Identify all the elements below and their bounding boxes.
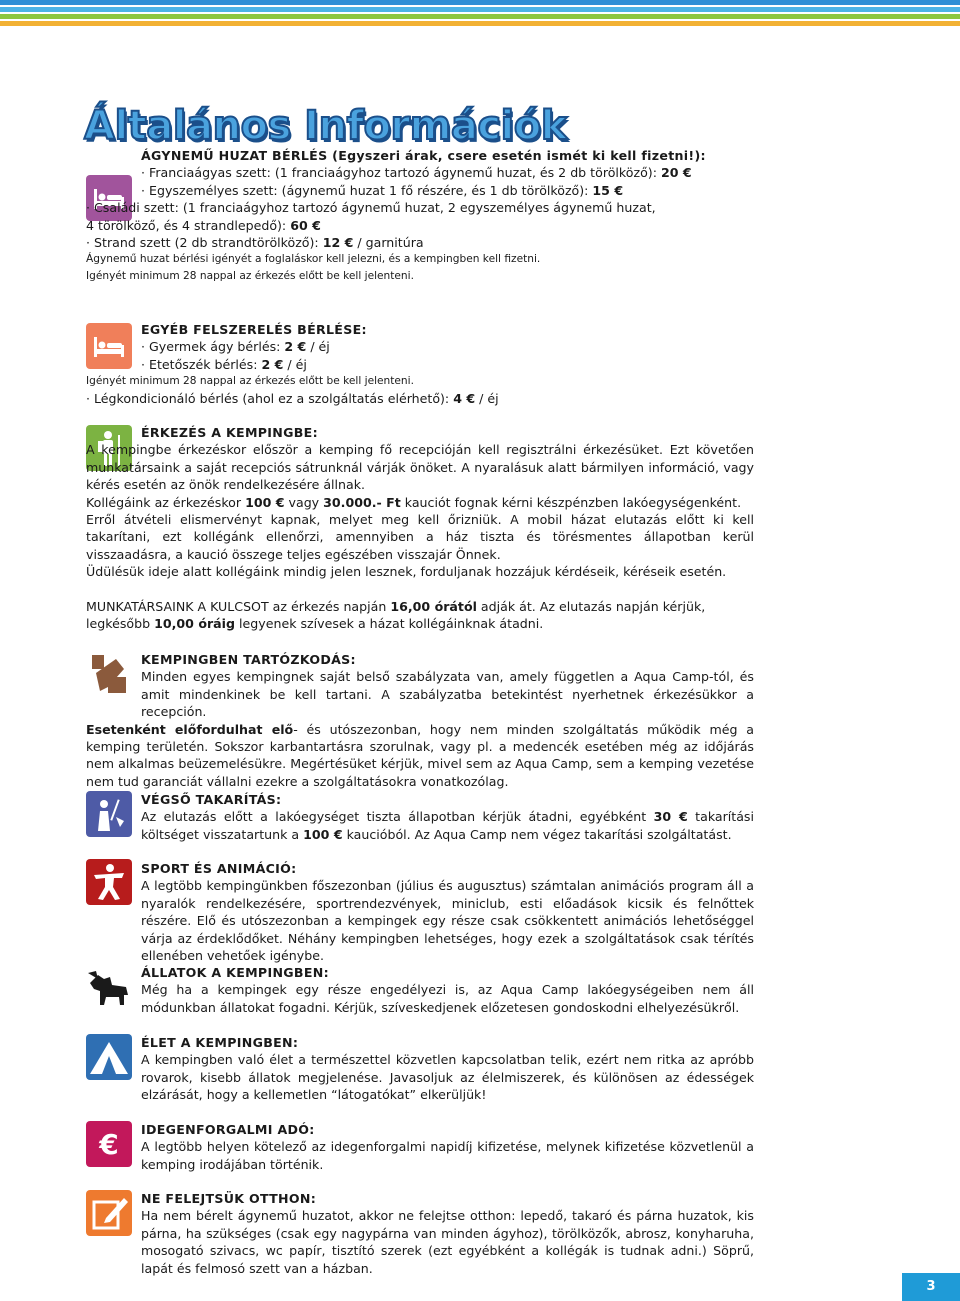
note-text: Ágynemű huzat bérlési igényét a foglaláskor kell jelezni, és a kempingben kell fizetni. xyxy=(86,253,541,266)
section-arrival xyxy=(86,424,754,632)
paragraph: Üdülésük ideje alatt kollégáink mindig jelen lesznek, forduljanak hozzájuk kérdéseik, kéréseik esetén. xyxy=(86,564,727,580)
section-heading: NE FELEJTSÜK OTTHON: xyxy=(141,1191,317,1206)
section-heading: ÉLET A KEMPINGBEN: xyxy=(141,1035,299,1050)
section-sport xyxy=(86,860,754,964)
section-equipment xyxy=(86,321,754,407)
paragraph: Esetenként előfordulhat elő- és utószezonban, hogy nem minden szolgáltatás működik még a kemping területén. Sokszor karbantartásra szorulnak, vagy pl. a medencék esetében még az időjárás nem alkalmas beüzemelésükre. Megértésüket kérjük, mivel sem az Aqua Camp, sem a kemping vezetése nem tud garanciát vállalni ezekre a szolgáltatásokra vonatkozólag. xyxy=(86,721,754,789)
section-staying xyxy=(86,651,754,790)
note-text: Igényét minimum 28 nappal az érkezés előtt be kell jelenteni. xyxy=(86,269,414,282)
section-heading: ÉRKEZÉS A KEMPINGBE: xyxy=(141,425,318,440)
section-camp-life xyxy=(86,1034,754,1104)
stripe-4 xyxy=(0,21,960,26)
section-heading: ÁLLATOK A KEMPINGBEN: xyxy=(141,965,329,980)
paragraph: Minden egyes kempingnek saját belső szabályzata van, amely független a Aqua Camp-tól, és amit mindenkinek be kell tartani. A szabályzatba betekintést nyerhetnek érkezésükkor a recepción. xyxy=(141,669,754,720)
section-heading: SPORT ÉS ANIMÁCIÓ: xyxy=(141,861,297,876)
list-item: 4 törölköző, és 4 strandlepedő): 60 € xyxy=(86,217,321,233)
list-item: · Strand szett (2 db strandtörölköző): 12 € / garnitúra xyxy=(86,235,424,251)
section-bedding xyxy=(86,147,754,284)
section-pets xyxy=(86,964,754,1016)
section-tourist-tax xyxy=(86,1121,754,1173)
list-item: · Légkondicionáló bérlés (ahol ez a szolgáltatás elérhető): 4 € / éj xyxy=(86,390,499,406)
section-heading: EGYÉB FELSZERELÉS BÉRLÉSE: xyxy=(141,322,367,337)
paragraph: A legtöbb helyen kötelező az idegenforgalmi napidíj kifizetése, melynek kifizetése közvetlenül a kemping irodájában történik. xyxy=(141,1139,754,1172)
list-item: · Etetőszék bérlés: 2 € / éj xyxy=(141,356,307,372)
section-dont-forget xyxy=(86,1190,754,1277)
section-heading: KEMPINGBEN TARTÓZKODÁS: xyxy=(141,652,356,667)
page-title: Általános Információk xyxy=(84,103,567,149)
stripe-3 xyxy=(0,14,960,19)
paragraph: A legtöbb kempingünkben főszezonban (július és augusztus) számtalan animációs program áll a nyaralók rendelkezésére, sportrendezvények, miniclub, esti előadások kicsik és felnőttek részére. Elő és utószezonban a kempingek egy része csak csökkentett animációs lehetőséggel várja az érdeklődőket. Néhány kempingben lehetséges, hogy ezek a szolgáltatások csak térítés ellenében vehetőek igénybe. xyxy=(141,878,754,964)
page-number: 3 xyxy=(902,1273,960,1301)
paragraph: MUNKATÁRSAINK A KULCSOT az érkezés napján 16,00 órától adják át. Az elutazás napján kérjük, legkésőbb 10,00 óráig legyenek szívesek a házat kollégáinknak átadni. xyxy=(86,598,706,632)
paragraph: Kollégáink az érkezéskor 100 € vagy 30.000.- Ft kauciót fognak kérni készpénzben lakóegységenként. xyxy=(86,494,742,510)
section-cleaning xyxy=(86,791,754,843)
paragraph: Az elutazás előtt a lakóegységet tiszta állapotban kérjük átadni, egyébként 30 € takarítási költséget visszatartunk a 100 € kaucióból. Az Aqua Camp nem végez takarítási szolgáltatást. xyxy=(141,809,754,842)
stripe-2 xyxy=(0,7,960,12)
svg-text:€: € xyxy=(99,1128,119,1161)
section-heading: VÉGSŐ TAKARÍTÁS: xyxy=(141,792,282,807)
paragraph: Erről átvételi elismervényt kapnak, melyet meg kell őrizniük. A mobil házat elutazás előtt ki kell takarítani, ezt kollégánk ellenőrzi, amennyiben a ház tiszta és törésmentes állapotban kerül visszaadásra, a kaució összege teljes egészében visszajár Önnek. xyxy=(86,512,754,562)
section-heading: ÁGYNEMŰ HUZAT BÉRLÉS (Egyszeri árak, csere esetén ismét ki kell fizetni!): xyxy=(141,148,706,163)
paragraph: Ha nem bérelt ágynemű huzatot, akkor ne felejtse otthon: lepedő, takaró és párna huzatok, kis párna, ha szükséges (csak egy nagypárna van minden ágyhoz), törölközők, abrosz, konyharuha, mosogató szivacs, wc papír, tisztító szerek (ezt egyébként a kollégák is tudnak adni.) Söprű, lapát és felmosó szett van a házban. xyxy=(141,1208,754,1276)
list-item: · Egyszemélyes szett: (ágynemű huzat 1 fő részére, és 1 db törölköző): 15 € xyxy=(141,182,624,198)
list-item: · Családi szett: (1 franciaágyhoz tartozó ágynemű huzat, 2 egyszemélyes ágynemű huzat, xyxy=(86,200,656,216)
list-item: · Franciaágyas szett: (1 franciaágyhoz tartozó ágynemű huzat, és 2 db törölköző): 20 € xyxy=(141,165,692,181)
paragraph: A kempingben való élet a természettel közvetlen kapcsolatban telik, ezért nem ritka az apróbb rovarok, kisebb állatok megjelenése. Javasoljuk az élelmiszerek, és különösen az édességek elzárását, hogy a kellemetlen “látogatókat” elkerüljük! xyxy=(141,1052,754,1103)
note-text: Igényét minimum 28 nappal az érkezés előtt be kell jelenteni. xyxy=(86,375,414,388)
list-item: · Gyermek ágy bérlés: 2 € / éj xyxy=(141,339,330,355)
section-heading: IDEGENFORGALMI ADÓ: xyxy=(141,1122,315,1137)
paragraph: A kempingbe érkezéskor először a kemping fő recepcióján kell regisztrálni érkezésüket. Ezt követően munkatársaink a saját recepciós sátrunknál várják önöket. A nyaralásuk alatt bármilyen információ, vagy kérés esetén az önök rendelkezésére állnak. xyxy=(86,442,754,493)
paragraph: Még ha a kempingek egy része engedélyezi is, az Aqua Camp lakóegységeiben nem áll módunkban állatokat fogadni. Kérjük, szíveskedjenek előzetesen gondoskodni elhelyezésükről. xyxy=(141,982,754,1015)
header-stripes xyxy=(0,0,960,34)
stripe-1 xyxy=(0,0,960,5)
